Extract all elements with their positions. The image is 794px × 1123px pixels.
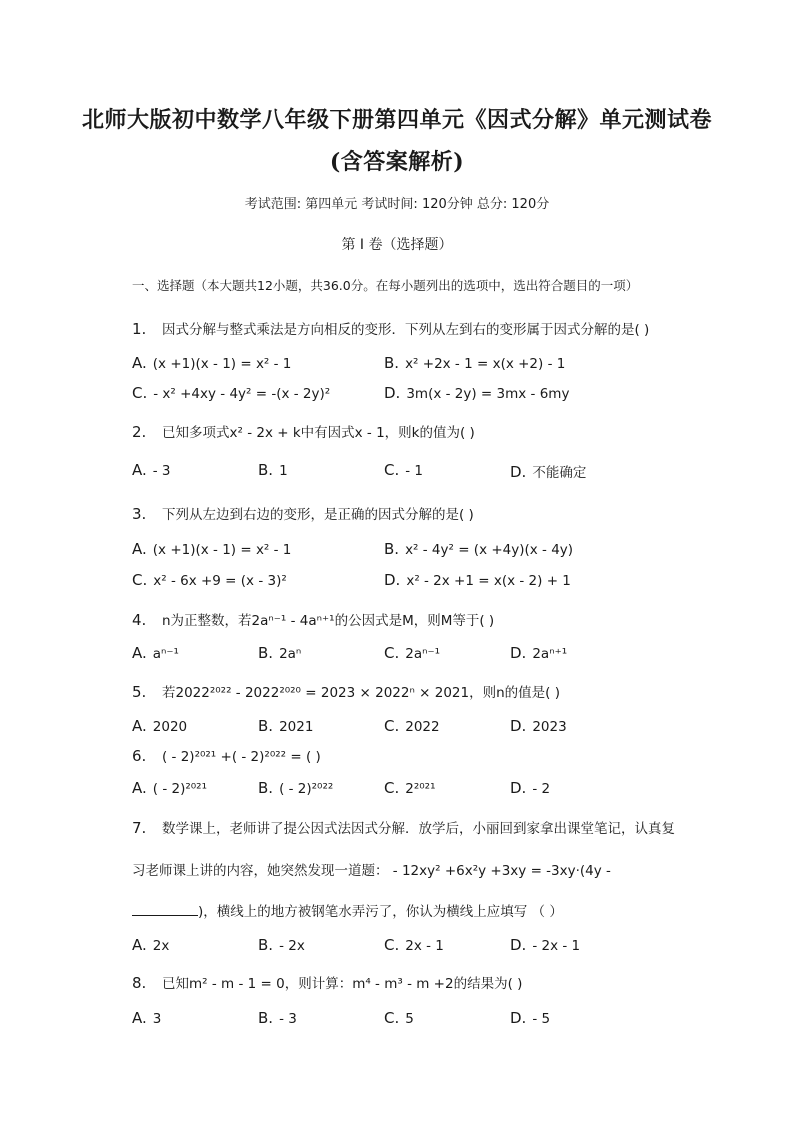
- option-d: D. 不能确定: [510, 463, 587, 481]
- question-stem: 因式分解与整式乘法是方向相反的变形．下列从左到右的变形属于因式分解的是( ): [162, 322, 650, 338]
- option-c: C. 2x - 1: [384, 936, 444, 954]
- options-row: [132, 779, 652, 801]
- option-b: B. 1: [258, 461, 288, 479]
- options-row: [132, 936, 652, 958]
- document-subtitle: (含答案解析): [329, 149, 465, 175]
- option-b: B. 2021: [258, 717, 314, 735]
- option-c: C. 5: [384, 1009, 414, 1027]
- option-d: D. - 2x - 1: [510, 936, 581, 954]
- question-number: 2.: [132, 423, 147, 441]
- question-number: 4.: [132, 611, 147, 629]
- option-a: A. (x +1)(x - 1) = x² - 1: [132, 354, 292, 372]
- answer-blank: [132, 903, 198, 916]
- option-b: B. x² +2x - 1 = x(x +2) - 1: [384, 354, 566, 372]
- option-a: A. (x +1)(x - 1) = x² - 1: [132, 540, 292, 558]
- volume-heading: 第 I 卷（选择题）: [341, 237, 453, 253]
- options-row: [132, 644, 652, 666]
- document-title: 北师大版初中数学八年级下册第四单元《因式分解》单元测试卷: [81, 107, 712, 133]
- option-b: B. 2aⁿ: [258, 644, 302, 662]
- option-d: D. - 5: [510, 1009, 551, 1027]
- section-heading: 一、选择题（本大题共12小题，共36.0分。在每小题列出的选项中，选出符合题目的一项）: [132, 278, 639, 293]
- question-number: 7.: [132, 819, 147, 837]
- question-stem: 已知多项式x² - 2x + k中有因式x - 1，则k的值为( ): [162, 425, 475, 441]
- question-stem: n为正整数，若2aⁿ⁻¹ - 4aⁿ⁺¹的公因式是M，则M等于( ): [162, 613, 495, 629]
- options-row: [132, 1009, 652, 1031]
- question-stem: 若2022²⁰²² - 2022²⁰²⁰ = 2023 × 2022ⁿ × 2021，则n的值是( ): [162, 685, 560, 701]
- question-8: [132, 972, 522, 992]
- option-a: A. aⁿ⁻¹: [132, 644, 179, 662]
- option-c: C. - x² +4xy - 4y² = -(x - 2y)²: [132, 384, 331, 402]
- options-row: [132, 461, 652, 483]
- option-a: A. 2020: [132, 717, 188, 735]
- exam-info: 考试范围: 第四单元 考试时间: 120分钟 总分: 120分: [244, 197, 550, 212]
- question-2: [132, 421, 475, 441]
- option-c: C. x² - 6x +9 = (x - 3)²: [132, 571, 287, 589]
- question-3: [132, 503, 474, 523]
- question-stem: 已知m² - m - 1 = 0，则计算：m⁴ - m³ - m +2的结果为( ): [162, 976, 523, 992]
- question-7-line3: [132, 900, 563, 920]
- question-7-line2: [132, 859, 611, 879]
- option-a: A. ( - 2)²⁰²¹: [132, 779, 207, 797]
- question-number: 6.: [132, 747, 147, 765]
- question-stem-line2: 习老师课上讲的内容，她突然发现一道题： - 12xy² +6x²y +3xy = -3xy·(4y -: [132, 863, 611, 879]
- option-c: C. - 1: [384, 461, 424, 479]
- question-number: 8.: [132, 974, 147, 992]
- question-number: 5.: [132, 683, 147, 701]
- option-a: A. - 3: [132, 461, 171, 479]
- question-stem: ( - 2)²⁰²¹ +( - 2)²⁰²² = ( ): [162, 749, 321, 765]
- question-1: [132, 318, 649, 338]
- options-row: [132, 384, 652, 406]
- question-number: 1.: [132, 320, 147, 338]
- option-d: D. 2023: [510, 717, 567, 735]
- question-6: [132, 747, 321, 765]
- question-5: [132, 681, 560, 701]
- question-stem-line3: )，横线上的地方被钢笔水弄污了，你认为横线上应填写 （ ）: [198, 904, 563, 920]
- option-b: B. ( - 2)²⁰²²: [258, 779, 334, 797]
- option-c: C. 2022: [384, 717, 440, 735]
- question-stem-line1: 数学课上，老师讲了提公因式法因式分解．放学后，小丽回到家拿出课堂笔记，认真复: [162, 821, 675, 837]
- option-a: A. 3: [132, 1009, 162, 1027]
- question-4: [132, 609, 494, 629]
- option-c: C. 2aⁿ⁻¹: [384, 644, 441, 662]
- options-row: [132, 717, 652, 739]
- option-b: B. - 3: [258, 1009, 297, 1027]
- option-b: B. x² - 4y² = (x +4y)(x - 4y): [384, 540, 574, 558]
- options-row: [132, 354, 652, 376]
- options-row: [132, 571, 652, 593]
- option-c: C. 2²⁰²¹: [384, 779, 436, 797]
- question-number: 3.: [132, 505, 147, 523]
- options-row: [132, 540, 652, 562]
- option-d: D. - 2: [510, 779, 551, 797]
- option-d: D. 2aⁿ⁺¹: [510, 644, 568, 662]
- option-d: D. 3m(x - 2y) = 3mx - 6my: [384, 384, 570, 402]
- question-7: [132, 817, 675, 837]
- option-a: A. 2x: [132, 936, 170, 954]
- option-b: B. - 2x: [258, 936, 305, 954]
- option-d: D. x² - 2x +1 = x(x - 2) + 1: [384, 571, 571, 589]
- question-stem: 下列从左边到右边的变形，是正确的因式分解的是( ): [162, 507, 474, 523]
